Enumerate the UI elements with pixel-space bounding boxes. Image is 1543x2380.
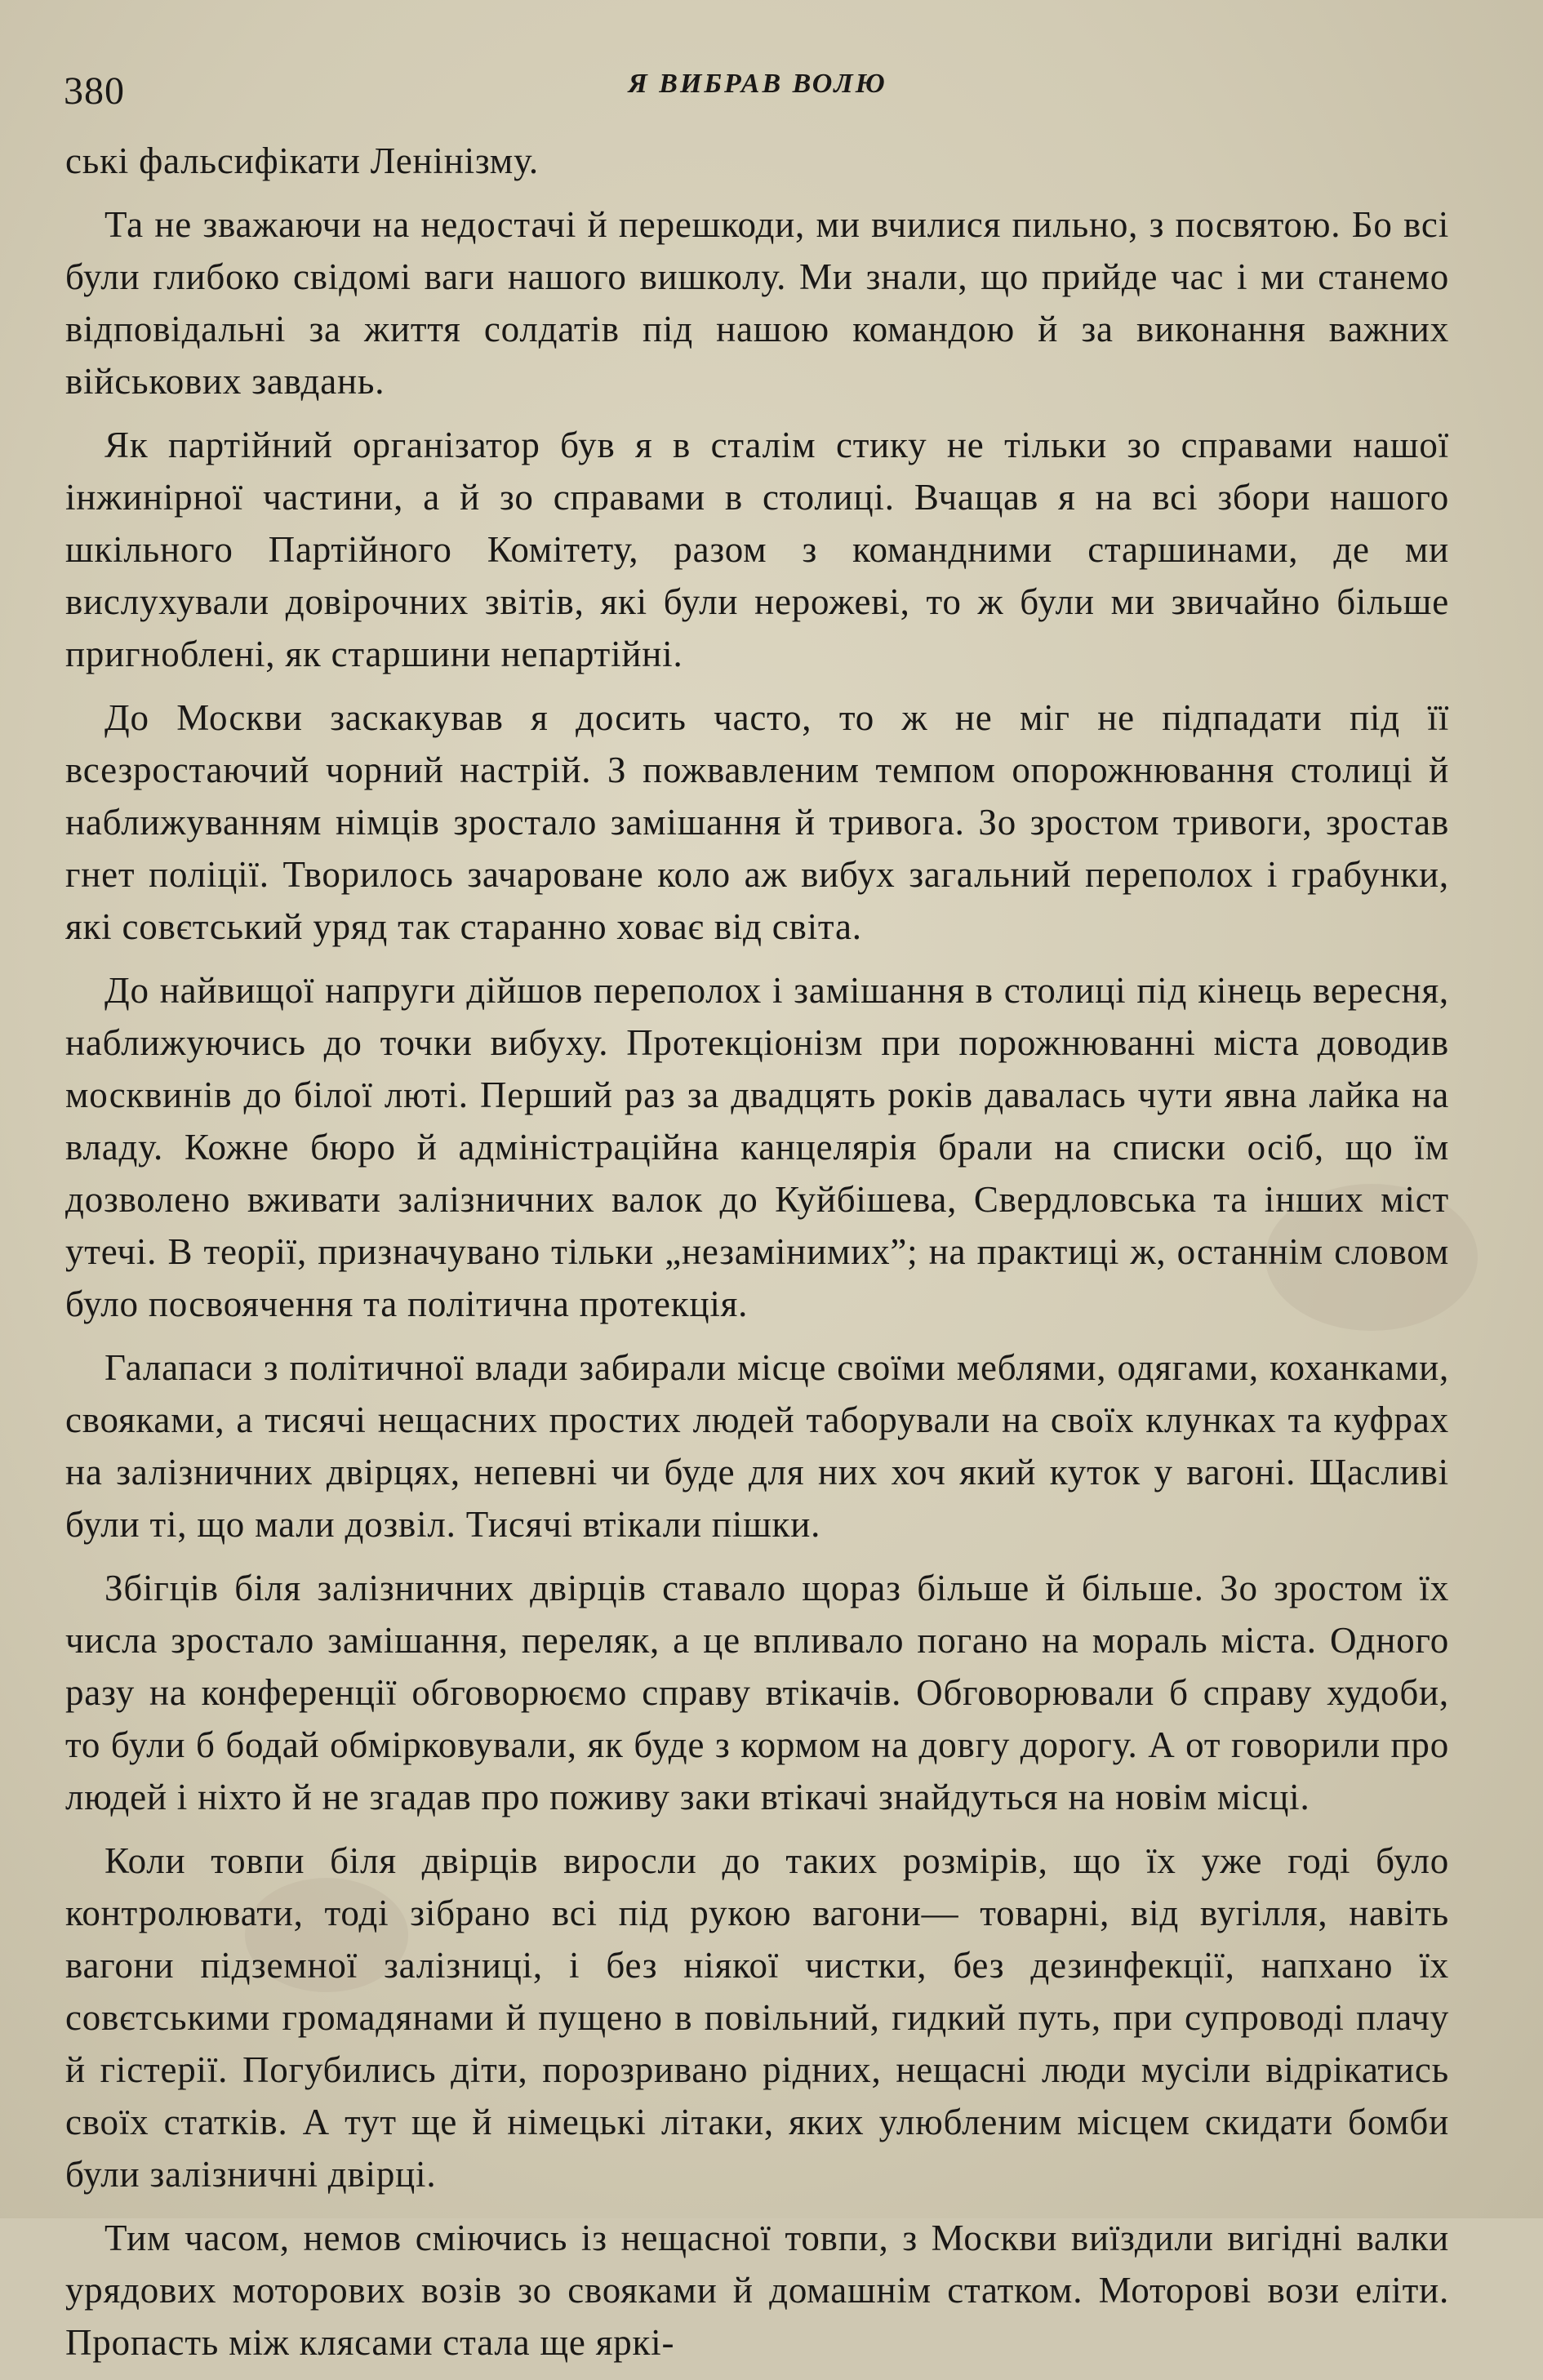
paragraph: До Москви заскакував я досить часто, то ж не міг не підпадати під її всезростаючий чорний настрій. З пожвавленим темпом опорожнювання столиці й наближуванням німців зростало замішання й тривога. Зо зростом тривоги, зростав гнет поліції. Творилось зачароване коло аж вибух загальний переполох і грабунки, які совєтський уряд так старанно ховає від світа. [65,697,1449,947]
paragraph: Збігців біля залізничних двірців ставало щораз більше й більше. Зо зростом їх числа зростало замішання, переляк, а це впливало погано на мораль міста. Одного разу на конференції обговорюємо справу втікачів. Обговорювали б справу худоби, то були б бодай обмірковували, як буде з кормом на довгу дорогу. А от говорили про людей і ніхто й не згадав про поживу заки втікачі знайдуться на новім місці. [65,1568,1449,1817]
page-number: 380 [64,69,125,113]
body-text [65,135,1449,2380]
page-header [64,69,1452,118]
paragraph: Коли товпи біля двірців виросли до таких розмірів, що їх уже годі було контролювати, тоді зібрано всі під рукою вагони— товарні, від вугілля, навіть вагони підземної залізниці, і без ніякої чистки, без дезинфекції, напхано їх совєтськими громадянами й пущено в повільний, гидкий путь, при супроводі плачу й гістерії. Погубились діти, порозривано рідних, нещасні люди мусіли відрікатись своїх статків. А тут ще й німецькі літаки, яких улюбленим місцем скидати бомби були залізничні двірці. [65,1840,1449,2195]
paragraph: Тим часом, немов сміючись із нещасної товпи, з Москви виїздили вигідні валки урядових моторових возів зо свояками й домашнім статком. Моторові вози еліти. Пропасть між клясами стала ще яркі- [65,2218,1449,2363]
paragraph: Як партійний організатор був я в сталім стику не тільки зо справами нашої інжинірної частини, а й зо справами в столиці. Вчащав я на всі збори нашого шкільного Партійного Комітету, разом з командними старшинами, де ми вислухували довірочних звітів, які були нерожеві, то ж були ми звичайно більше пригноблені, як старшини непартійні. [65,425,1449,674]
paragraph: Галапаси з політичної влади забирали місце своїми меблями, одягами, коханками, свояками, а тисячі нещасних простих людей таборували на своїх клунках та куфрах на залізничних двірцях, непевні чи буде для них хоч який куток у вагоні. Щасливі були ті, що мали дозвіл. Тисячі втікали пішки. [65,1347,1449,1545]
running-title: Я ВИБРАВ ВОЛЮ [628,69,887,99]
paragraph: Та не зважаючи на недостачі й перешкоди, ми вчилися пильно, з посвятою. Бо всі були глибоко свідомі ваги нашого вишколу. Ми знали, що прийде час і ми станемо відповідальні за життя солдатів під нашою командою й за виконання важних військових завдань. [65,204,1449,402]
paragraph: До найвищої напруги дійшов переполох і замішання в столиці під кінець вересня, наближуючись до точки вибуху. Протекціонізм при порожнюванні міста доводив москвинів до білої люті. Перший раз за двадцять років давалась чути явна лайка на владу. Кожне бюро й адміністраційна канцелярія брали на списки осіб, що їм дозволено вживати залізничних валок до Куйбішева, Свердловська та інших міст утечі. В теорії, призначувано тільки „незамінимих”; на практиці ж, останнім словом було посвоячення та політична протекція. [65,970,1449,1324]
paragraph: ські фальсифікати Ленінізму. [65,140,539,181]
